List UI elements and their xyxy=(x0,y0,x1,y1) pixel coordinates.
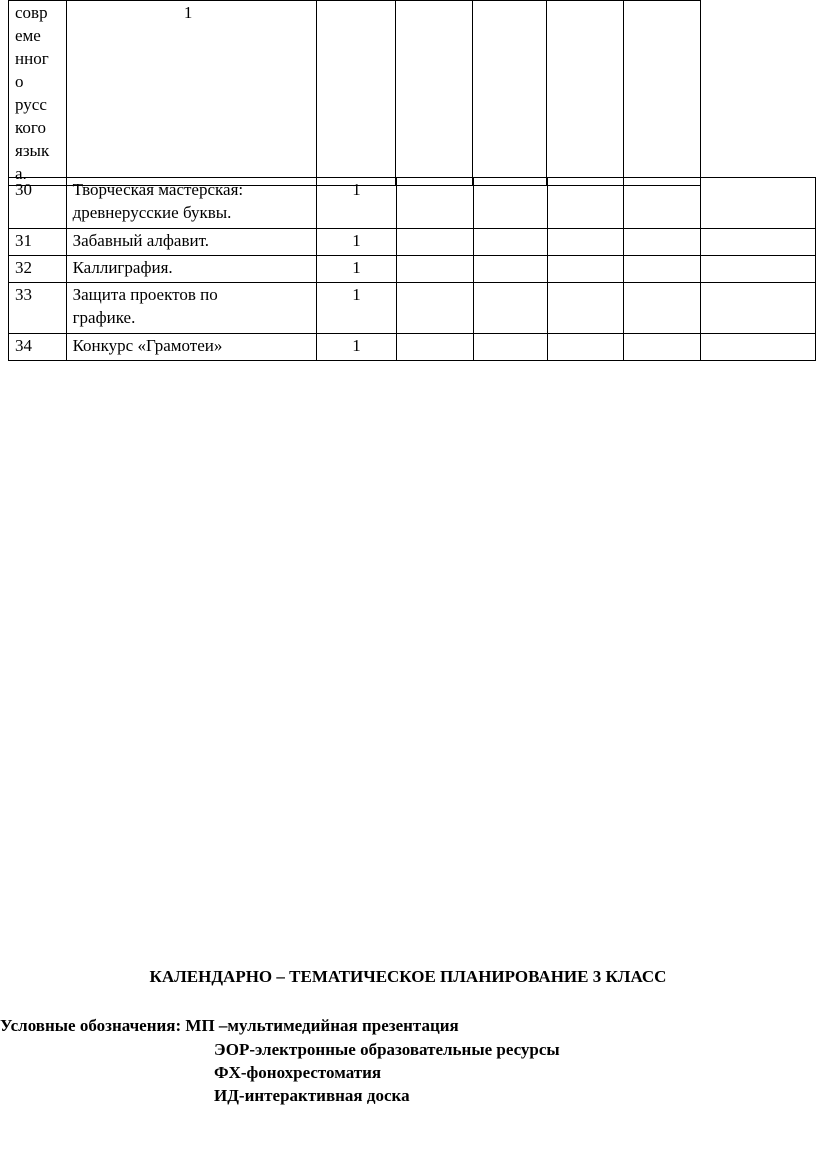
empty-cell xyxy=(316,1,395,186)
lesson-topic-line: Защита проектов по xyxy=(72,285,218,304)
lesson-topic xyxy=(66,256,317,283)
empty-cell xyxy=(623,283,700,334)
lesson-hours: 1 xyxy=(317,283,396,334)
hours-value: 1 xyxy=(183,3,193,22)
empty-cell xyxy=(623,334,700,361)
empty-cell xyxy=(473,283,547,334)
topic-fragment-line: русс xyxy=(15,95,47,114)
empty-cell xyxy=(623,178,700,229)
lesson-topic xyxy=(66,334,317,361)
legend-item: ФХ-фонохрестоматия xyxy=(214,1063,382,1082)
table-row xyxy=(9,1,816,186)
empty-cell xyxy=(700,229,815,256)
empty-cell xyxy=(547,229,623,256)
lesson-hours: 1 xyxy=(317,256,396,283)
topic-fragment-line: нног xyxy=(15,49,49,68)
hours-cell xyxy=(66,1,316,186)
empty-cell xyxy=(623,229,700,256)
empty-cell xyxy=(395,1,472,186)
topic-fragment-line: кого xyxy=(15,118,46,137)
empty-cell xyxy=(700,334,815,361)
empty-cell xyxy=(473,1,547,186)
legend-label: Условные обозначения: xyxy=(0,1016,182,1035)
lesson-topic xyxy=(66,178,317,229)
lesson-number: 32 xyxy=(9,256,67,283)
table-row xyxy=(9,256,816,283)
lesson-topic-line: Забавный алфавит. xyxy=(72,231,209,250)
lesson-topic-line: графике. xyxy=(72,308,136,327)
topic-fragment-line: язык xyxy=(15,141,50,160)
empty-cell xyxy=(396,256,473,283)
empty-cell xyxy=(700,1,816,186)
lesson-number: 30 xyxy=(9,178,67,229)
lesson-number: 31 xyxy=(9,229,67,256)
lesson-hours: 1 xyxy=(317,178,396,229)
topic-fragment-line: совр xyxy=(15,3,48,22)
lesson-number: 34 xyxy=(9,334,67,361)
empty-cell xyxy=(473,256,547,283)
lesson-topic-line: Конкурс «Грамотеи» xyxy=(72,336,223,355)
empty-cell xyxy=(473,229,547,256)
lesson-topic xyxy=(66,283,317,334)
lesson-hours: 1 xyxy=(317,334,396,361)
lesson-plan-table-continued xyxy=(8,177,816,361)
table-row xyxy=(9,283,816,334)
topic-fragment-line: о xyxy=(15,72,24,91)
empty-cell xyxy=(396,283,473,334)
empty-cell xyxy=(396,229,473,256)
empty-cell xyxy=(396,334,473,361)
lesson-topic xyxy=(66,229,317,256)
empty-cell xyxy=(547,334,623,361)
empty-cell xyxy=(700,283,815,334)
empty-cell xyxy=(700,178,815,229)
empty-cell xyxy=(700,256,815,283)
empty-cell xyxy=(547,178,623,229)
table-row xyxy=(9,334,816,361)
table-row xyxy=(9,229,816,256)
legend-first-line xyxy=(0,1016,459,1036)
empty-cell xyxy=(473,334,547,361)
empty-cell xyxy=(623,256,700,283)
lesson-topic-line: Каллиграфия. xyxy=(72,258,173,277)
table-row xyxy=(9,178,816,229)
lesson-number: 33 xyxy=(9,283,67,334)
section-heading: КАЛЕНДАРНО – ТЕМАТИЧЕСКОЕ ПЛАНИРОВАНИЕ 3 КЛАСС xyxy=(149,967,667,986)
empty-cell xyxy=(623,1,700,186)
legend-item: МП –мультимедийная презентация xyxy=(185,1016,459,1035)
topic-fragment-line: а. xyxy=(15,164,27,183)
topic-fragment-cell xyxy=(9,1,67,186)
lesson-topic-line: древнерусские буквы. xyxy=(72,203,232,222)
empty-cell xyxy=(547,256,623,283)
lesson-plan-table xyxy=(8,0,816,186)
legend-item: ИД-интерактивная доска xyxy=(214,1086,410,1105)
lesson-hours: 1 xyxy=(317,229,396,256)
empty-cell xyxy=(473,178,547,229)
empty-cell xyxy=(547,283,623,334)
topic-fragment-line: еме xyxy=(15,26,41,45)
legend-item: ЭОР-электронные образовательные ресурсы xyxy=(214,1040,560,1059)
empty-cell xyxy=(396,178,473,229)
empty-cell xyxy=(547,1,623,186)
lesson-topic-line: Творческая мастерская: xyxy=(72,180,244,199)
